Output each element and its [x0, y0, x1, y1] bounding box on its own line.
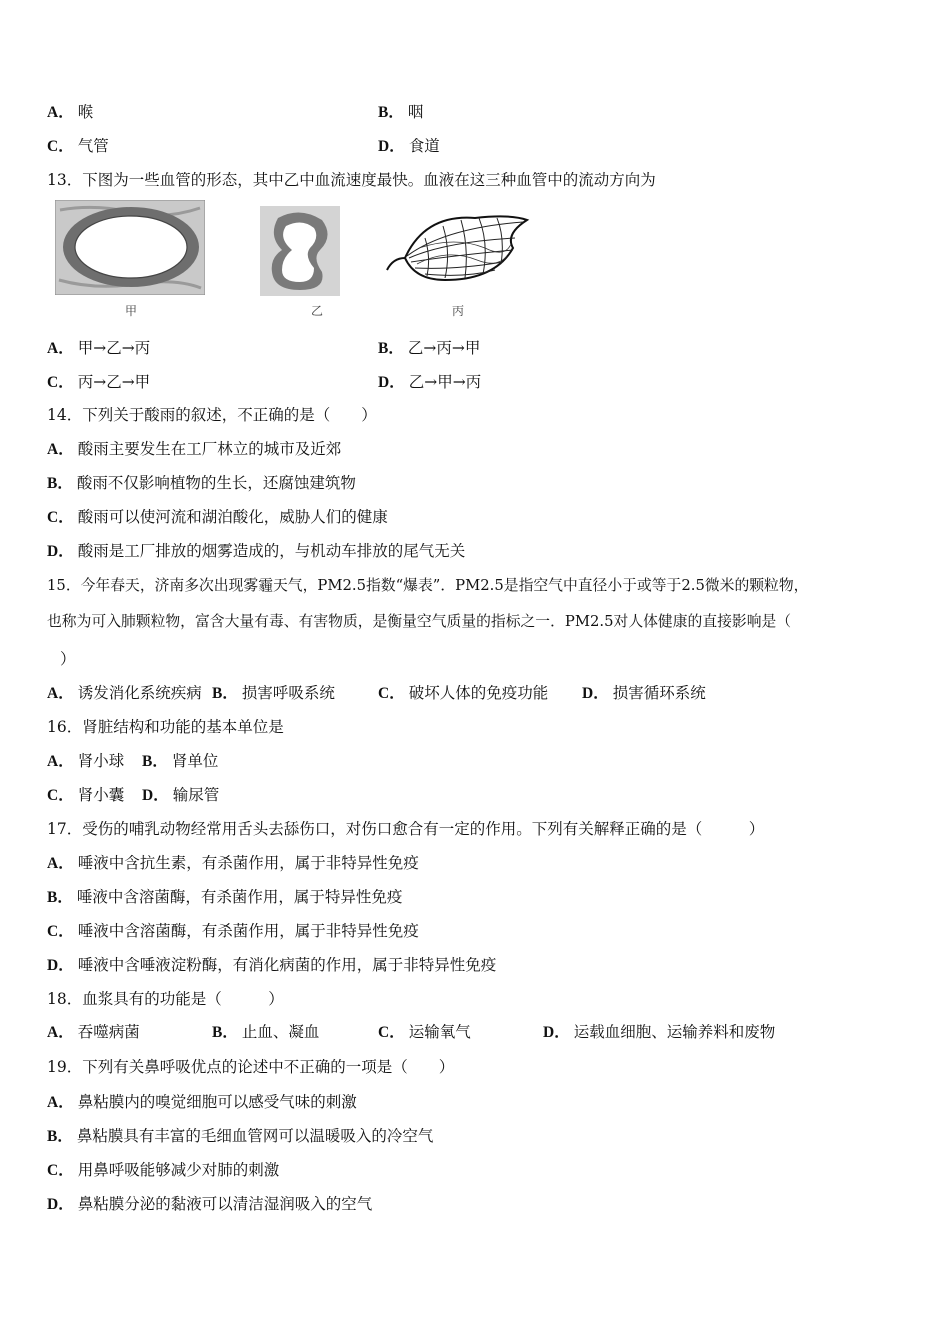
q17-option-b: B． 唾液中含溶菌酶，有杀菌作用，属于特异性免疫: [47, 888, 403, 906]
caption-bing: 丙: [452, 304, 465, 318]
q18-stem: 18．血浆具有的功能是（ ）: [47, 990, 284, 1008]
q12-option-a: A． 喉: [47, 103, 94, 121]
q17-stem: 17．受伤的哺乳动物经常用舌头去舔伤口，对伤口愈合有一定的作用。下列有关解释正确的是（ ）: [47, 820, 765, 838]
q19-option-d: D． 鼻粘膜分泌的黏液可以清洁湿润吸入的空气: [47, 1195, 373, 1213]
q16-option-b: B． 肾单位: [142, 752, 219, 770]
q16-stem: 16．肾脏结构和功能的基本单位是: [47, 718, 284, 736]
q17-option-a: A． 唾液中含抗生素，有杀菌作用，属于非特异性免疫: [47, 854, 419, 872]
q15-stem-line2: 也称为可入肺颗粒物，富含大量有毒、有害物质，是衡量空气质量的指标之一．PM2.5对人体健康的直接影响是（: [47, 613, 792, 630]
q13-option-c: C． 丙→乙→甲: [47, 373, 151, 391]
q15-stem-line1: 15．今年春天，济南多次出现雾霾天气，PM2.5指数“爆表”．PM2.5是指空气中直径小于或等于2.5微米的颗粒物，: [47, 577, 809, 594]
q14-option-c: C． 酸雨可以使河流和湖泊酸化，威胁人们的健康: [47, 508, 388, 526]
q12-option-c: C． 气管: [47, 137, 109, 155]
q15-option-d: D． 损害循环系统: [582, 684, 706, 702]
q17-option-d: D． 唾液中含唾液淀粉酶，有消化病菌的作用，属于非特异性免疫: [47, 956, 497, 974]
q13-option-a: A． 甲→乙→丙: [47, 339, 151, 357]
q14-option-b: B． 酸雨不仅影响植物的生长，还腐蚀建筑物: [47, 474, 356, 492]
q18-option-c: C． 运输氧气: [378, 1023, 471, 1041]
q19-option-b: B． 鼻粘膜具有丰富的毛细血管网可以温暖吸入的冷空气: [47, 1127, 434, 1145]
q19-option-a: A． 鼻粘膜内的嗅觉细胞可以感受气味的刺激: [47, 1093, 357, 1111]
q19-option-c: C． 用鼻呼吸能够减少对肺的刺激: [47, 1161, 280, 1179]
caption-jia: 甲: [125, 304, 138, 318]
q14-stem: 14．下列关于酸雨的叙述，不正确的是（ ）: [47, 406, 377, 424]
q13-option-d: D． 乙→甲→丙: [378, 373, 482, 391]
q18-option-b: B． 止血、凝血: [212, 1023, 320, 1041]
q19-stem: 19．下列有关鼻呼吸优点的论述中不正确的一项是（ ）: [47, 1058, 455, 1076]
vein-figure: [260, 206, 340, 296]
q16-option-d: D． 输尿管: [142, 786, 220, 804]
q18-option-d: D． 运载血细胞、运输养料和废物: [543, 1023, 776, 1041]
artery-figure: [55, 200, 205, 295]
q18-option-a: A． 吞噬病菌: [47, 1023, 140, 1041]
q13-option-b: B． 乙→丙→甲: [378, 339, 481, 357]
q16-option-c: C． 肾小囊: [47, 786, 125, 804]
q14-option-d: D． 酸雨是工厂排放的烟雾造成的，与机动车排放的尾气无关: [47, 542, 466, 560]
q13-stem: 13．下图为一些血管的形态，其中乙中血流速度最快。血液在这三种血管中的流动方向为: [47, 171, 656, 189]
q15-option-c: C． 破坏人体的免疫功能: [378, 684, 549, 702]
q17-option-c: C． 唾液中含溶菌酶，有杀菌作用，属于非特异性免疫: [47, 922, 419, 940]
q15-stem-line3: ）: [60, 650, 76, 668]
q12-option-d: D． 食道: [378, 137, 440, 155]
q12-option-b: B． 咽: [378, 103, 424, 121]
q16-option-a: A． 肾小球: [47, 752, 125, 770]
q15-option-b: B． 损害呼吸系统: [212, 684, 335, 702]
caption-yi: 乙: [311, 304, 324, 318]
capillary-network-figure: [385, 208, 530, 288]
q15-option-a: A． 诱发消化系统疾病: [47, 684, 202, 702]
q14-option-a: A． 酸雨主要发生在工厂林立的城市及近郊: [47, 440, 342, 458]
